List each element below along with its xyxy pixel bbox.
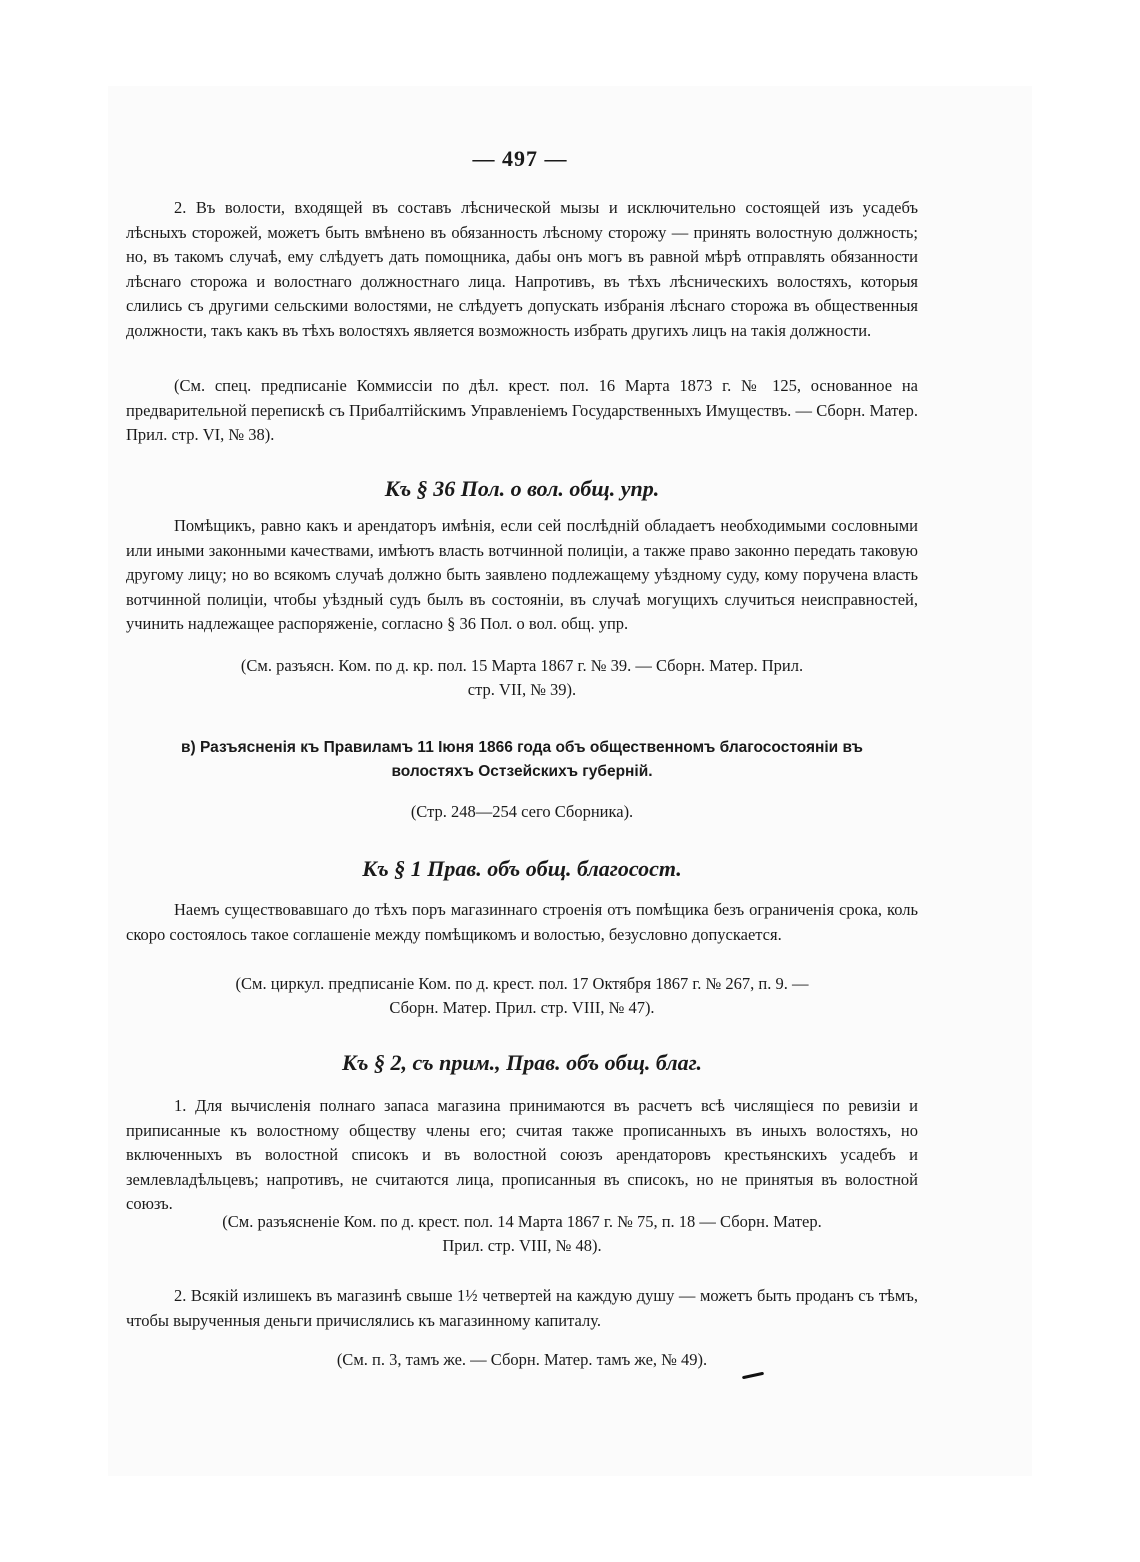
reference-1867-39-line1: (См. разъясн. Ком. по д. кр. пол. 15 Марта 1867 г. № 39. — Сборн. Матер. Прил. (240, 656, 804, 675)
paragraph-surplus: 2. Всякій излишекъ въ магазинѣ свыше 1½ четвертей на каждую душу — можетъ быть проданъ съ тѣмъ, чтобы вырученныя деньги причислялись къ магазинному капиталу. (126, 1286, 918, 1330)
section-v-pages: (Стр. 248—254 сего Сборника). (410, 802, 634, 821)
heading-section-1: Къ § 1 Прав. объ общ. благосост. (362, 856, 682, 881)
paragraph-granary: Наемъ существовавшаго до тѣхъ поръ магазиннаго строенія отъ помѣщика безъ ограниченія срока, коль скоро состоялось такое соглашеніе между помѣщикомъ и волостью, безусловно допускается. (126, 900, 918, 944)
paragraph-landlord: Помѣщикъ, равно какъ и арендаторъ имѣнія, если сей послѣдній обладаетъ необходимыми сословными или иными законными качествами, имѣютъ власть вотчинной полиціи, а также право законно передать таковую другому лицу; но во всякомъ случаѣ должно быть заявлено подлежащему уѣздному суду, кому поручена власть вотчинной полиціи, чтобы уѣздный судъ былъ въ состояніи, въ случаѣ могущихъ случиться неисправностей, учинить надлежащее распоряженіе, согласно § 36 Пол. о вол. общ. упр. (126, 516, 918, 633)
reference-1867-75-line2: Прил. стр. VIII, № 48). (442, 1236, 602, 1255)
paragraph-supply: 1. Для вычисленія полнаго запаса магазина принимаются въ расчетъ всѣ числящіеся по ревизіи и приписанные къ волостному обществу члены его; считая также прописанныхъ въ иныхъ волостяхъ, но включенныхъ въ волостной списокъ и въ волостной союзъ арендаторовъ крестьянскихъ усадебъ и землевладѣльцевъ; напротивъ, не считаются лица, прописанныя въ списокъ, но не принятыя въ волостной союзъ. (126, 1096, 918, 1213)
reference-1873: (См. спец. предписаніе Коммиссіи по дѣл. крест. пол. 16 Марта 1873 г. № 125, основанное на предварительной перепискѣ съ Прибалтійскимъ Управленіемъ Государственныхъ Имуществъ. — Сборн. Матер. Прил. стр. VI, № 38). (126, 376, 918, 444)
reference-1867-75-line1: (См. разъясненіе Ком. по д. крест. пол. 14 Марта 1867 г. № 75, п. 18 — Сборн. Матер. (222, 1212, 822, 1231)
reference-1867-267-line2: Сборн. Матер. Прил. стр. VIII, № 47). (389, 998, 655, 1017)
paragraph-forest-guard: 2. Въ волости, входящей въ составъ лѣснической мызы и исключительно состоящей изъ усадебъ лѣсныхъ сторожей, можетъ быть вмѣнено въ обязанность лѣсному сторожу — принять волостную должность; но, въ такомъ случаѣ, ему слѣдуетъ дать помощника, дабы онъ могъ въ равной мѣрѣ отправлять обязанности лѣснаго сторожа и волостнаго должностнаго лица. Напротивъ, въ тѣхъ лѣсническихъ волостяхъ, которыя слились съ другими сельскими волостями, не слѣдуетъ допускать избранія лѣснаго сторожа въ общественныя должности, такъ какъ въ тѣхъ волостяхъ является возможность избрать другихъ лицъ на такія должности. (126, 198, 918, 340)
page-number: — 497 — (472, 146, 568, 171)
section-v-title-line1: в) Разъясненія къ Правиламъ 11 Іюня 1866 года объ общественномъ благосостояніи въ (181, 739, 863, 756)
reference-1867-39-line2: стр. VII, № 39). (467, 680, 577, 699)
heading-section-36: Къ § 36 Пол. о вол. общ. упр. (384, 476, 660, 501)
heading-section-2: Къ § 2, съ прим., Прав. объ общ. благ. (342, 1050, 702, 1075)
reference-1867-267-line1: (См. циркул. предписаніе Ком. по д. крест. пол. 17 Октября 1867 г. № 267, п. 9. — (235, 974, 809, 993)
reference-same: (См. п. 3, тамъ же. — Сборн. Матер. тамъ же, № 49). (336, 1350, 708, 1369)
section-v-title-line2: волостяхъ Остзейскихъ губерній. (391, 763, 653, 780)
